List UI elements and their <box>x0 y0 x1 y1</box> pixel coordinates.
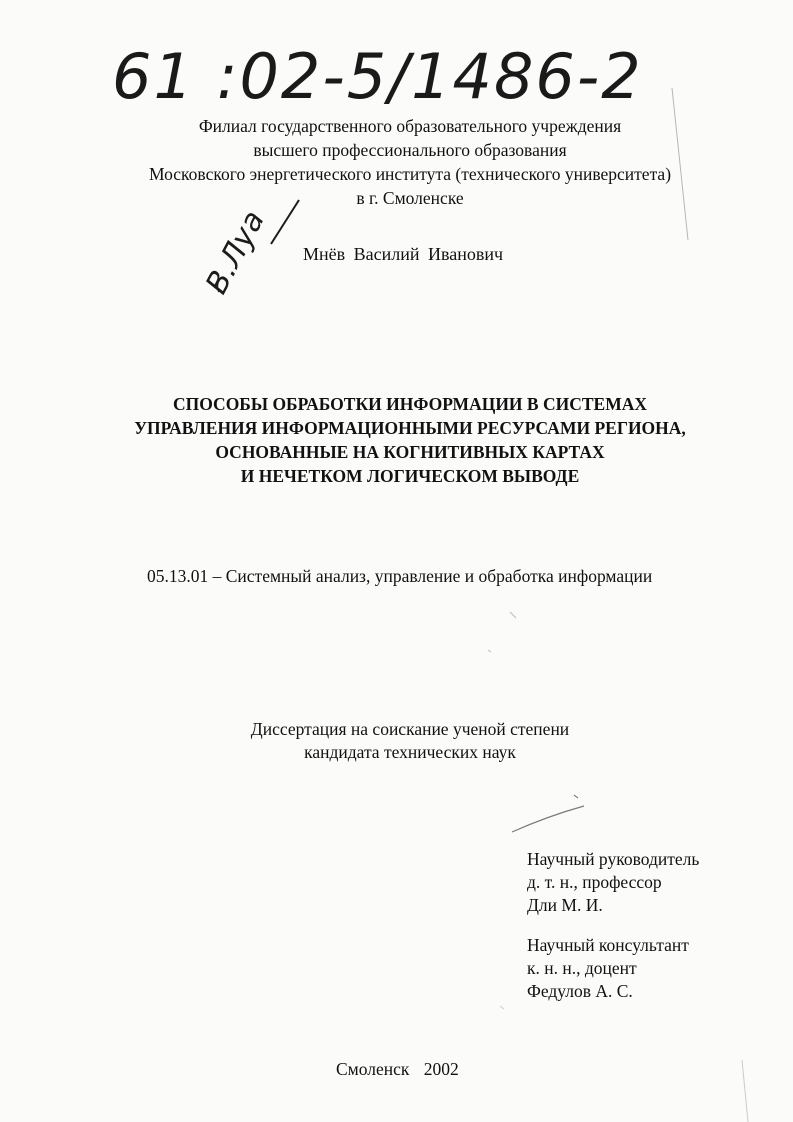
signature-text: В.Луа <box>199 204 272 300</box>
consultant-role: Научный консультант <box>527 935 689 955</box>
title-line: УПРАВЛЕНИЯ ИНФОРМАЦИОННЫМИ РЕСУРСАМИ РЕГИОНА, <box>134 418 686 438</box>
specialty-code: 05.13.01 – Системный анализ, управление и обработка информации <box>147 566 653 586</box>
institution-line: Филиал государственного образовательного учреждения <box>198 116 622 136</box>
author-name: Мнёв Василий Иванович <box>303 244 504 264</box>
institution-block <box>100 114 720 210</box>
institution-line: в г. Смоленске <box>356 188 464 208</box>
supervisor-role: Научный руководитель <box>527 849 700 869</box>
title-line: СПОСОБЫ ОБРАБОТКИ ИНФОРМАЦИИ В СИСТЕМАХ <box>172 394 647 414</box>
supervisor-block <box>527 848 699 917</box>
degree-line: кандидата технических наук <box>304 742 516 762</box>
consultant-block <box>527 934 689 1003</box>
title-line: И НЕЧЕТКОМ ЛОГИЧЕСКОМ ВЫВОДЕ <box>240 466 580 486</box>
institution-line: Московского энергетического института (технического университета) <box>148 164 672 184</box>
footer-place-year <box>336 1059 459 1080</box>
degree-line: Диссертация на соискание ученой степени <box>250 719 570 739</box>
institution-line: высшего профессионального образования <box>253 140 567 160</box>
consultant-credentials: к. н. н., доцент <box>527 958 637 978</box>
handwritten-signature <box>199 200 305 310</box>
supervisor-credentials: д. т. н., профессор <box>527 872 662 892</box>
footer-year: 2002 <box>423 1059 459 1079</box>
title-line: ОСНОВАННЫЕ НА КОГНИТИВНЫХ КАРТАХ <box>215 442 605 462</box>
footer-city: Смоленск <box>336 1059 410 1079</box>
handwritten-catalog-code <box>112 36 643 116</box>
degree-statement <box>180 718 640 764</box>
dissertation-title <box>80 392 740 488</box>
consultant-name: Федулов А. С. <box>527 981 633 1001</box>
supervisor-name: Дли М. И. <box>527 895 603 915</box>
catalog-code-text: 61 :02-5/1486-2 <box>112 40 643 113</box>
